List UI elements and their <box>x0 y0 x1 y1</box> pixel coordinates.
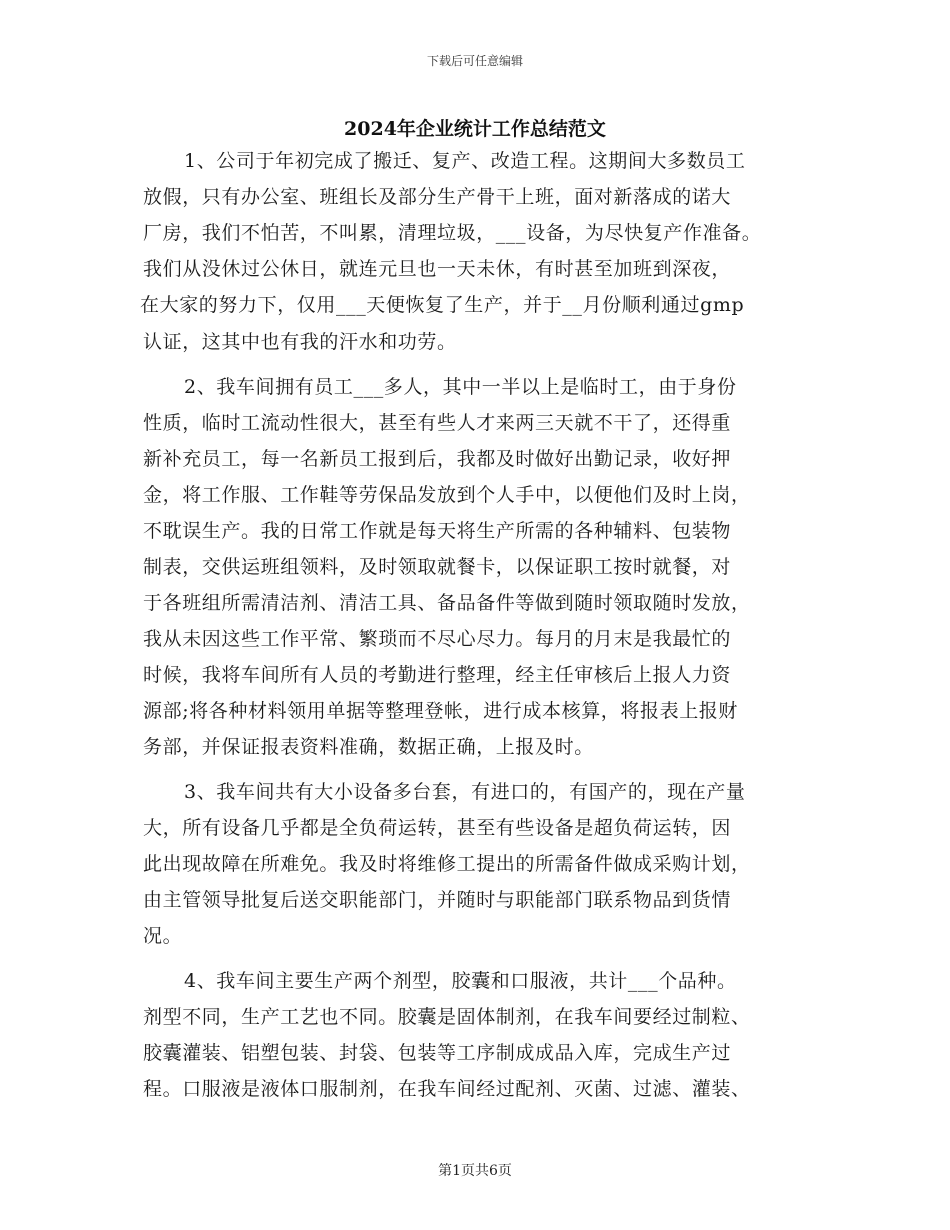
text-line: 认证，这其中也有我的汗水和功劳。 <box>143 331 457 353</box>
text-line: 剂型不同，生产工艺也不同。胶囊是固体制剂，在我车间要经过制粒、 <box>143 1006 751 1028</box>
text-line: 由主管领导批复后送交职能部门，并随时与职能部门联系物品到货情 <box>143 889 732 911</box>
text-line: 程。口服液是液体口服制剂，在我车间经过配剂、灭菌、过滤、灌装、 <box>143 1078 751 1100</box>
text-line: 源部;将各种材料领用单据等整理登帐，进行成本核算，将报表上报财 <box>143 700 739 722</box>
page-header: 下载后可任意编辑 <box>426 54 523 68</box>
text-line: 我们从没休过公休日，就连元旦也一天未休，有时甚至加班到深夜， <box>143 258 732 280</box>
text-line: 厂房，我们不怕苦，不叫累，清理垃圾，___设备，为尽快复产作准备。 <box>143 222 762 244</box>
text-line: 金，将工作服、工作鞋等劳保品发放到个人手中，以便他们及时上岗， <box>143 484 751 506</box>
text-line: 不耽误生产。我的日常工作就是每天将生产所需的各种辅料、包装物 <box>143 520 732 542</box>
text-line: 性质，临时工流动性很大，甚至有些人才来两三天就不干了，还得重 <box>143 412 732 434</box>
text-line: 制表，交供运班组领料，及时领取就餐卡，以保证职工按时就餐，对 <box>143 556 732 578</box>
text-line: 在大家的努力下，仅用___天便恢复了生产，并于__月份顺利通过gmp <box>140 294 745 316</box>
text-line: 胶囊灌装、铝塑包装、封袋、包装等工序制成成品入库，完成生产过 <box>143 1042 732 1064</box>
text-line: 2、我车间拥有员工___多人，其中一半以上是临时工，由于身份 <box>184 376 737 398</box>
document-title: 2024年企业统计工作总结范文 <box>344 118 606 140</box>
text-line: 务部，并保证报表资料准确，数据正确，上报及时。 <box>143 736 594 758</box>
text-line: 放假，只有办公室、班组长及部分生产骨干上班，面对新落成的诺大 <box>143 186 732 208</box>
page-footer: 第1页共6页 <box>438 1163 512 1179</box>
text-line: 于各班组所需清洁剂、清洁工具、备品备件等做到随时领取随时发放， <box>143 592 751 614</box>
text-line: 况。 <box>143 925 183 947</box>
text-line: 新补充员工，每一名新员工报到后，我都及时做好出勤记录，收好押 <box>143 448 732 470</box>
text-line: 4、我车间主要生产两个剂型，胶囊和口服液，共计___个品种。 <box>184 970 737 992</box>
text-line: 1、公司于年初完成了搬迁、复产、改造工程。这期间大多数员工 <box>184 150 746 172</box>
text-line: 我从未因这些工作平常、繁琐而不尽心尽力。每月的月末是我最忙的 <box>143 628 732 650</box>
text-line: 此出现故障在所难免。我及时将维修工提出的所需备件做成采购计划， <box>143 853 751 875</box>
text-line: 时候，我将车间所有人员的考勤进行整理，经主任审核后上报人力资 <box>143 664 732 686</box>
text-line: 大，所有设备几乎都是全负荷运转，甚至有些设备是超负荷运转，因 <box>143 817 732 839</box>
text-line: 3、我车间共有大小设备多台套，有进口的，有国产的，现在产量 <box>184 781 746 803</box>
